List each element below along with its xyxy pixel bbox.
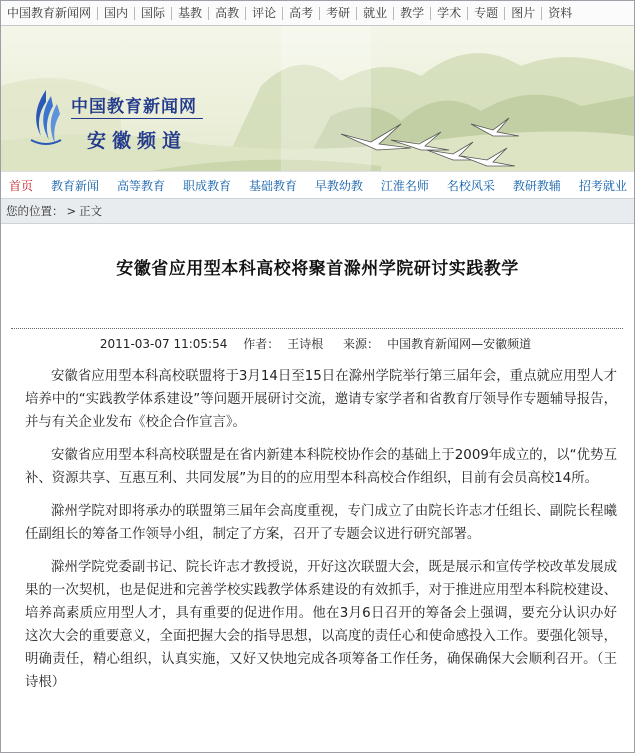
flame-logo-icon [27,88,65,148]
breadcrumb-current: 正文 [79,204,103,218]
breadcrumb-separator: > [66,204,77,218]
article-meta [1,335,634,352]
channel-nav-higher-edu[interactable]: 高等教育 [116,178,165,193]
article-paragraph: 滁州学院党委副书记、院长许志才教授说，开好这次联盟大会，既是展示和宣传学校改革发展成果的一次契机，也是促进和完善学校实践教学体系建设的有效抓手，对于推进应用型本科院校建设、培养高素质应用型人才，具有重要的促进作用。他在3月6日召开的筹备会上强调，要充分认识办好这次大会的重要意义，全面把握大会的指导思想，以高度的责任心和使命感投入工作。要强化领导，明确责任，精心组织，认真实施，又好又快地完成各项筹备工作任务，确保确保大会顺利召开。（王诗根） [25,560,617,690]
channel-banner [1,26,634,171]
channel-nav-schools[interactable]: 名校风采 [446,178,495,193]
top-nav-academic[interactable]: 学术 [431,7,468,20]
channel-nav-edu-news[interactable]: 教育新闻 [50,178,99,193]
brand-divider [71,118,203,119]
top-nav-pictures[interactable]: 图片 [505,7,542,20]
article-source: 中国教育新闻网—安徽频道 [387,337,532,351]
article-author: 王诗根 [287,337,324,351]
article-datetime: 2011-03-07 11:05:54 [99,337,228,351]
article-paragraph: 安徽省应用型本科高校联盟是在省内新建本科院校协作会的基础上于2009年成立的，以“优势互补、资源共享、互惠互利、共同发展”为目的的应用型本科高校合作组织，目前有会员高校14所。 [25,448,617,486]
source-label: 来源： [343,337,380,351]
channel-navigation [1,171,634,199]
top-nav-international[interactable]: 国际 [135,7,172,20]
top-nav-resources[interactable]: 资料 [548,5,573,20]
channel-nav-teaching-research[interactable]: 教研教辅 [512,178,561,193]
channel-nav-basic-edu[interactable]: 基础教育 [248,178,297,193]
channel-nav-teachers[interactable]: 江淮名师 [380,178,429,193]
channel-nav-home[interactable]: 首页 [9,178,34,193]
channel-nav-vocational[interactable]: 职成教育 [182,178,231,193]
article-paragraph: 安徽省应用型本科高校联盟将于3月14日至15日在滁州学院举行第三届年会，重点就应用型人才培养中的“实践教学体系建设”等问题开展研讨交流，邀请专家学者和省教育厅领导作专题辅导报告，并与有关企业发布《校企合作宣言》。 [25,369,617,430]
article-title: 安徽省应用型本科高校将聚首滁州学院研讨实践教学 [116,259,519,279]
top-nav-gaokao[interactable]: 高考 [283,7,320,20]
top-nav-commentary[interactable]: 评论 [246,7,283,20]
top-nav-kaoyan[interactable]: 考研 [320,7,357,20]
top-nav-topics[interactable]: 专题 [468,7,505,20]
top-nav-home[interactable]: 中国教育新闻网 [1,7,98,20]
breadcrumb [1,199,634,224]
top-nav-domestic[interactable]: 国内 [98,7,135,20]
top-navigation [1,1,634,26]
channel-nav-early-edu[interactable]: 早教幼教 [314,178,363,193]
article-paragraph: 滁州学院对即将承办的联盟第三届年会高度重视，专门成立了由院长许志才任组长、副院长程曦任副组长的筹备工作领导小组，制定了方案，召开了专题会议进行研究部署。 [25,504,617,542]
top-nav-higher-edu[interactable]: 高教 [209,7,246,20]
channel-name: 安徽频道 [87,130,188,152]
breadcrumb-label: 您的位置： [6,204,64,218]
brand-name: 中国教育新闻网 [71,97,197,117]
top-nav-basic-edu[interactable]: 基教 [172,7,209,20]
channel-nav-admissions[interactable]: 招考就业 [578,178,627,193]
title-divider [11,328,623,329]
top-nav-employment[interactable]: 就业 [357,7,394,20]
flying-cranes-illustration [331,104,531,171]
author-label: 作者： [243,337,280,351]
top-nav-teaching[interactable]: 教学 [394,7,431,20]
article-body [25,365,617,704]
